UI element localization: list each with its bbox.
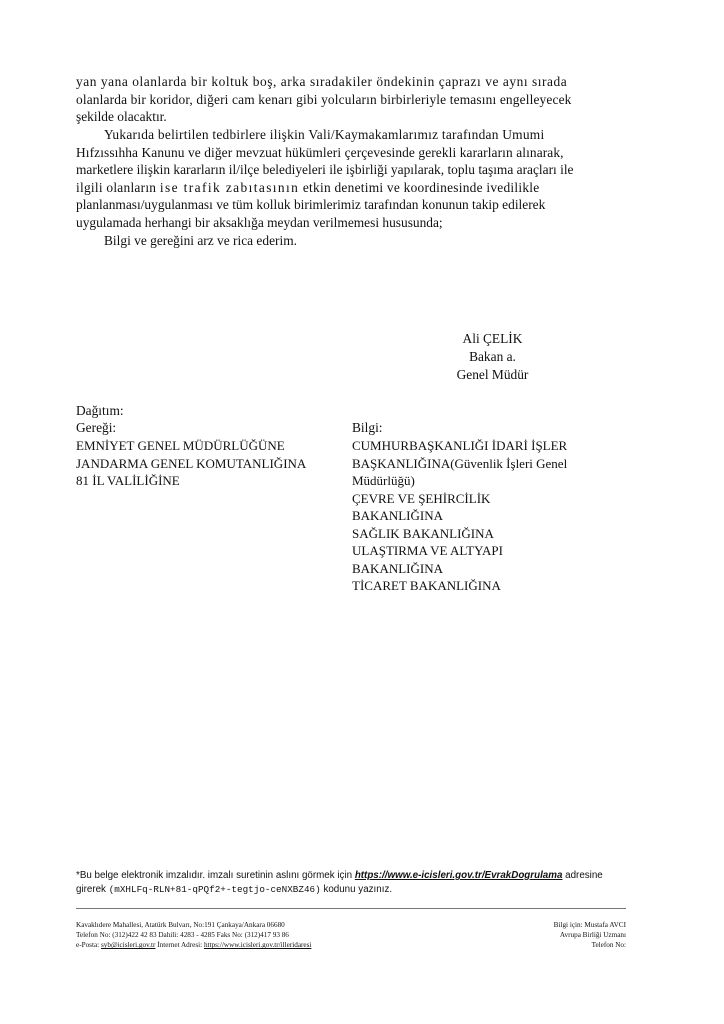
footer-web-label: İnternet Adresi: — [157, 941, 203, 950]
verification-code: (mXHLFq-RLN+81-qPQf2+-tegtjo-ceNXBZ46) — [108, 884, 321, 895]
footer-phone: Telefon No: (312)422 42 83 Dahili: 4283 - 4285 Faks No: (312)417 93 86 — [76, 931, 289, 940]
paragraph-line: yan yana olanlarda bir koltuk boş, arka sıradakiler öndekinin çaprazı ve aynı sırada — [76, 74, 568, 89]
info-recipient: BAŞKANLIĞINA(Güvenlik İşleri Genel — [352, 455, 568, 471]
signer-position: Genel Müdür — [456, 367, 529, 382]
footer-divider — [76, 908, 626, 909]
info-recipient: ÇEVRE VE ŞEHİRCİLİK — [352, 490, 491, 506]
paragraph-fragment: ilgili olanların — [76, 179, 157, 195]
info-recipient: ULAŞTIRMA VE ALTYAPI — [352, 543, 503, 558]
info-recipient: TİCARET BAKANLIĞINA — [352, 578, 501, 593]
info-recipient: BAKANLIĞINA — [352, 560, 443, 576]
verification-text: adresine — [565, 870, 603, 881]
paragraph-fragment-spaced: ise trafik zabıtasının — [159, 179, 300, 195]
closing-line — [76, 232, 628, 250]
footer-email-row — [76, 940, 311, 950]
verification-line-2 — [76, 883, 636, 897]
paragraph-line: olanlarda bir koridor, diğeri cam kenarı gibi yolcuların birbirleriyle temasını engelleyecek — [76, 91, 572, 107]
footer-info-role: Avrupa Birliği Uzmanı — [559, 931, 626, 940]
footer-web-link[interactable]: https://www.icisleri.gov.tr/illeridaresi — [203, 941, 312, 950]
footer-contact — [76, 920, 311, 951]
paragraph-line — [76, 179, 628, 197]
signer-name: Ali ÇELİK — [462, 331, 523, 346]
paragraph-line: Hıfzıssıhha Kanunu ve diğer mevzuat hükümleri çerçevesinde gerekli kararların alınarak, — [76, 144, 564, 160]
info-heading: Bilgi: — [352, 420, 383, 435]
action-heading: Gereği: — [76, 420, 117, 435]
paragraph-line: şekilde olacaktır. — [76, 109, 167, 125]
action-recipient: EMNİYET GENEL MÜDÜRLÜĞÜNE — [76, 438, 285, 453]
footer-info-phone: Telefon No: — [591, 941, 626, 950]
footer-email-label: e-Posta: — [76, 941, 100, 950]
body-paragraph-2 — [76, 126, 628, 232]
verification-line-1 — [76, 869, 636, 883]
footer-email-link[interactable]: syb@icisleri.gov.tr — [100, 941, 156, 950]
distribution-heading: Dağıtım: — [76, 403, 124, 418]
info-recipient: BAKANLIĞINA — [352, 508, 443, 523]
paragraph-line: marketlere ilişkin kararların il/ilçe belediyeleri ile işbirliği yapılarak, toplu taşıma araçları ile — [76, 162, 574, 178]
signer-title: Bakan a. — [469, 349, 516, 364]
body-paragraph-1 — [76, 73, 628, 126]
verification-text: *Bu belge elektronik imzalıdır. imzalı suretinin aslını görmek için — [76, 870, 353, 881]
verification-link[interactable]: https://www.e-icisleri.gov.tr/EvrakDogrulama — [354, 870, 563, 881]
paragraph-line: Yukarıda belirtilen tedbirlere ilişkin Vali/Kaymakamlarımız tarafından Umumi — [104, 127, 545, 142]
info-recipient: Müdürlüğü) — [352, 473, 415, 488]
paragraph-line: uygulamada herhangi bir aksaklığa meydan verilmemesi hususunda; — [76, 214, 443, 230]
paragraph-fragment: etkin denetimi ve koordinesinde ivedilikle — [302, 179, 540, 195]
paragraph-line: planlanması/uygulanması ve tüm kolluk birimlerimiz tarafından konunun takip edilerek — [76, 197, 546, 213]
action-list — [76, 437, 306, 490]
verification-text: girerek — [76, 884, 106, 895]
info-list — [352, 437, 567, 595]
verification-note — [76, 869, 636, 897]
info-recipient: CUMHURBAŞKANLIĞI İDARİ İŞLER — [352, 438, 568, 453]
info-recipient: SAĞLIK BAKANLIĞINA — [352, 525, 494, 541]
closing-text: Bilgi ve gereğini arz ve rica ederim. — [104, 233, 297, 248]
signature-block — [440, 330, 545, 384]
footer-address: Kavaklıdere Mahallesi, Atatürk Bulvarı, No:191 Çankaya/Ankara 06680 — [76, 921, 285, 929]
footer-info-contact — [476, 920, 626, 951]
verification-text: kodunu yazınız. — [323, 884, 393, 895]
action-recipient: 81 İL VALİLİĞİNE — [76, 473, 180, 488]
footer-info-person: Bilgi için: Mustafa AVCI — [553, 921, 626, 929]
action-recipient: JANDARMA GENEL KOMUTANLIĞINA — [76, 455, 307, 471]
